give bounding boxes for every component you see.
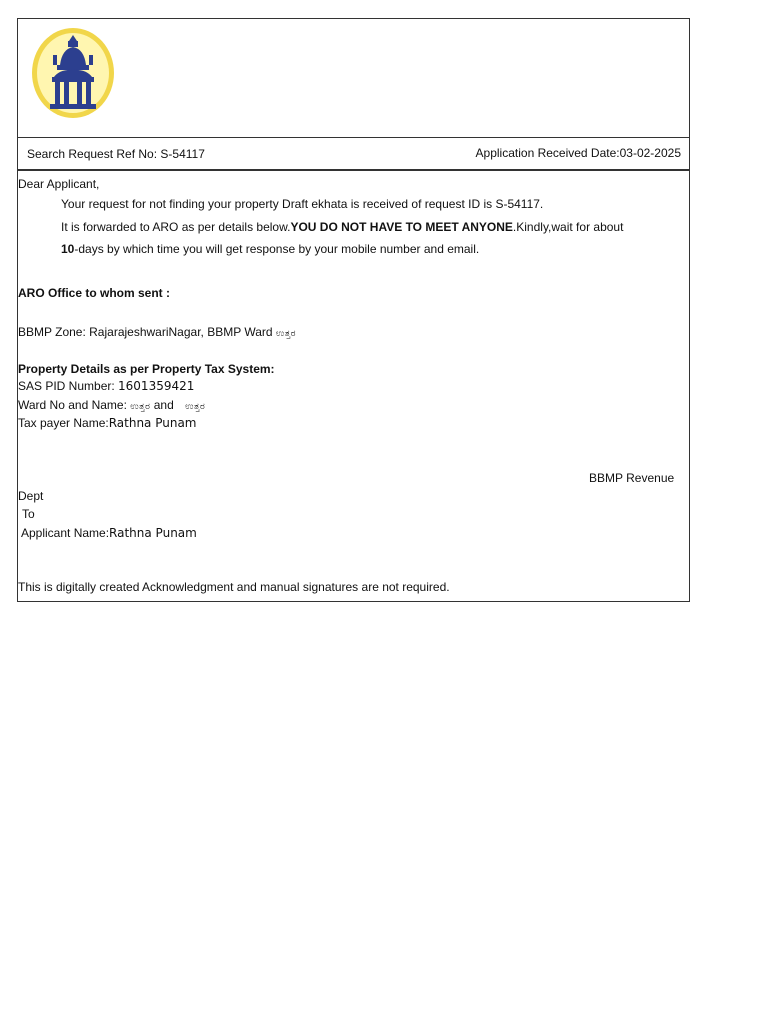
sas-pid-value: 1601359421	[118, 379, 195, 393]
bbmp-logo-icon	[30, 25, 118, 119]
taxpayer-name: Rathna Punam	[108, 416, 197, 430]
forwarded-line	[61, 220, 623, 234]
response-days-text: -days by which time you will get response by your mobile number and email.	[74, 242, 480, 256]
taxpayer-label: Tax payer Name:	[18, 416, 109, 430]
application-received-date: Application Received Date:03-02-2025	[475, 146, 681, 160]
request-received-line: Your request for not finding your property Draft ekhata is received of request ID is S-54117.	[61, 197, 544, 211]
no-meeting-notice: YOU DO NOT HAVE TO MEET ANYONE	[290, 220, 513, 234]
response-days-line	[61, 242, 479, 256]
property-details-heading: Property Details as per Property Tax System:	[18, 362, 275, 376]
search-request-ref: Search Request Ref No: S-54117	[27, 147, 205, 161]
forwarded-text: It is forwarded to ARO as per details below.	[61, 220, 291, 234]
days-count: 10	[61, 242, 75, 256]
ward-and: and	[150, 398, 178, 412]
applicant-line	[21, 526, 197, 540]
bbmp-zone-text: BBMP Zone: RajarajeshwariNagar, BBMP Ward	[18, 325, 276, 339]
bbmp-revenue-label: BBMP Revenue	[589, 471, 675, 485]
aro-office-heading: ARO Office to whom sent :	[18, 286, 171, 300]
acknowledgment-document	[17, 18, 690, 602]
ward-label: Ward No and Name:	[18, 398, 131, 412]
taxpayer-line	[18, 416, 197, 430]
to-label: To	[22, 507, 35, 521]
applicant-label: Applicant Name:	[21, 526, 110, 540]
reference-row	[18, 137, 689, 171]
logo-row	[18, 19, 689, 138]
digital-acknowledgment-note: This is digitally created Acknowledgment and manual signatures are not required.	[18, 580, 450, 594]
sas-pid-label: SAS PID Number:	[18, 379, 119, 393]
sas-pid-line	[18, 379, 194, 393]
zone-ward-kannada: ಉತ್ತರ	[275, 328, 297, 338]
bbmp-zone-line	[18, 325, 296, 340]
ward-line	[18, 398, 205, 413]
ward-name-kannada: ಉತ್ತರ	[185, 401, 206, 411]
dept-label: Dept	[18, 489, 44, 503]
ward-no-kannada: ಉತ್ತರ	[130, 401, 151, 411]
wait-text: .Kindly,wait for about	[512, 220, 624, 234]
greeting: Dear Applicant,	[18, 177, 100, 191]
applicant-name: Rathna Punam	[109, 526, 197, 540]
